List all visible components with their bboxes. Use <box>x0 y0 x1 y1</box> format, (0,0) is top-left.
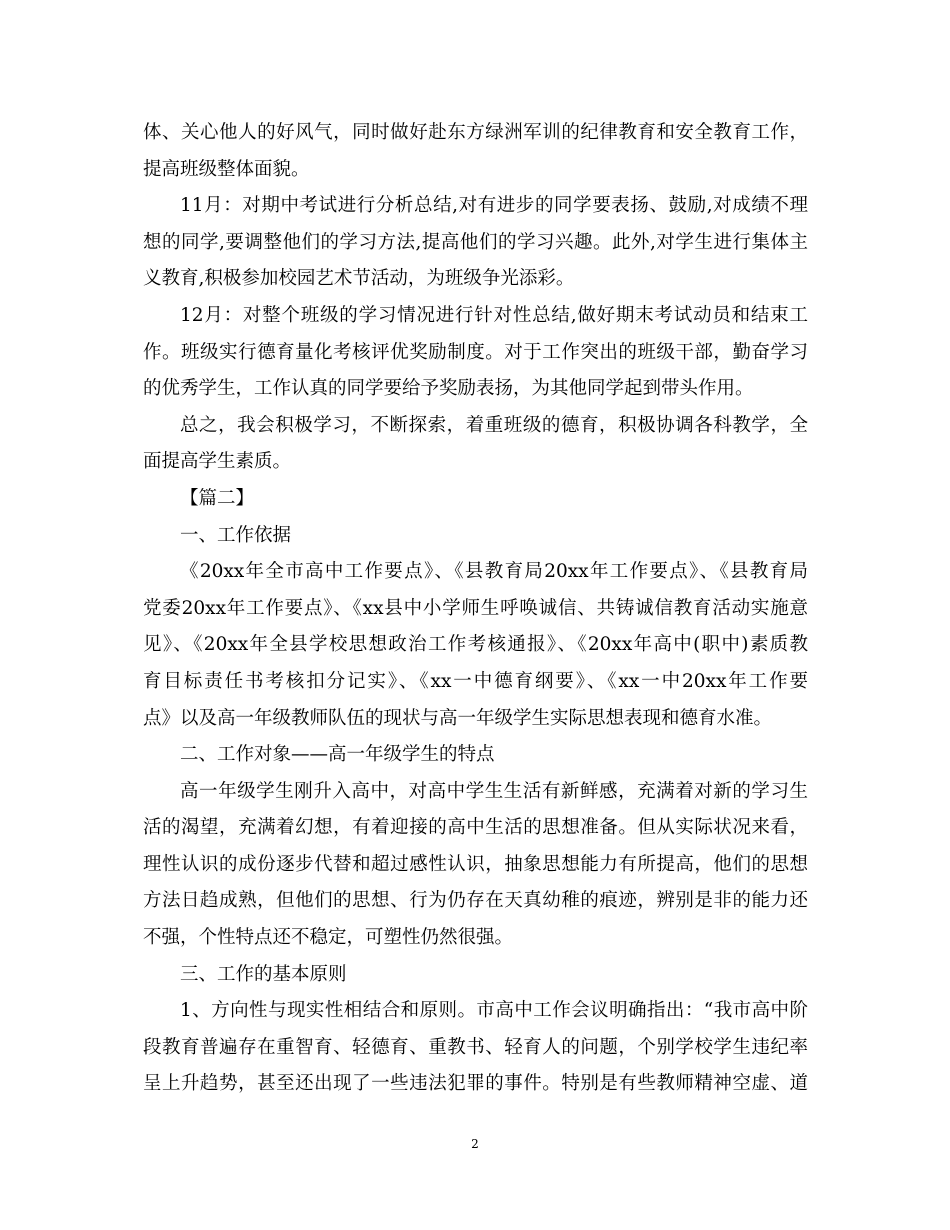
text-line-25: 1、方向性与现实性相结合和原则。市高中工作会议明确指出：“我市高中阶 <box>180 1000 808 1022</box>
text-line-9: 总之，我会积极学习，不断探索，着重班级的德育，积极协调各科教学，全 <box>180 414 808 436</box>
text-line-23: 不强，个性特点还不稳定，可塑性仍然很强。 <box>143 927 514 949</box>
text-line-8: 的优秀学生，工作认真的同学要给予奖励表扬，为其他同学起到带头作用。 <box>143 378 754 400</box>
text-line-4: 想的同学,要调整他们的学习方法,提高他们的学习兴趣。此外,对学生进行集体主 <box>143 231 808 253</box>
text-line-3: 11月：对期中考试进行分析总结,对有进步的同学要表扬、鼓励,对成绩不理 <box>180 195 808 217</box>
text-line-21: 理性认识的成份逐步代替和超过感性认识，抽象思想能力有所提高，他们的思想 <box>143 853 808 875</box>
text-line-7: 作。班级实行德育量化考核评优奖励制度。对于工作突出的班级干部，勤奋学习 <box>143 341 808 363</box>
text-line-15: 见》、《20xx年全县学校思想政治工作考核通报》、《20xx年高中(职中)素质教 <box>143 634 808 656</box>
text-line-22: 方法日趋成熟，但他们的思想、行为仍存在天真幼稚的痕迹，辨别是非的能力还 <box>143 890 808 912</box>
section-heading-work-target: 二、工作对象——高一年级学生的特点 <box>180 744 495 766</box>
text-line-16: 育目标责任书考核扣分记实》、《xx一中德育纲要》、《xx一中20xx年工作要 <box>143 670 808 692</box>
text-line-19: 高一年级学生刚升入高中，对高中学生生活有新鲜感，充满着对新的学习生 <box>180 780 808 802</box>
document-body <box>143 115 808 1103</box>
text-line-5: 义教育,积极参加校园艺术节活动，为班级争光添彩。 <box>143 268 575 290</box>
page-number: 2 <box>471 1137 479 1151</box>
text-line-2: 提高班级整体面貌。 <box>143 158 310 180</box>
text-line-13: 《20xx年全市高中工作要点》、《县教育局20xx年工作要点》、《县教育局 <box>180 561 808 583</box>
text-line-20: 活的渴望，充满着幻想，有着迎接的高中生活的思想准备。但从实际状况来看， <box>143 817 808 839</box>
section-heading-work-basis: 一、工作依据 <box>180 524 292 546</box>
text-line-14: 党委20xx年工作要点》、《xx县中小学师生呼唤诚信、共铸诚信教育活动实施意 <box>143 597 808 619</box>
text-line-26: 段教育普遍存在重智育、轻德育、重教书、轻育人的问题，个别学校学生违纪率 <box>143 1036 808 1058</box>
text-line-1: 体、关心他人的好风气，同时做好赴东方绿洲军训的纪律教育和安全教育工作， <box>143 122 808 143</box>
text-line-27: 呈上升趋势，甚至还出现了一些违法犯罪的事件。特别是有些教师精神空虚、道 <box>143 1073 808 1095</box>
section-heading-basic-principles: 三、工作的基本原则 <box>180 963 347 985</box>
text-line-17: 点》以及高一年级教师队伍的现状与高一年级学生实际思想表现和德育水准。 <box>143 707 773 729</box>
text-line-10: 面提高学生素质。 <box>143 451 292 473</box>
text-line-6: 12月：对整个班级的学习情况进行针对性总结,做好期末考试动员和结束工 <box>180 304 808 326</box>
section-heading-part-two: 【篇二】 <box>180 487 255 509</box>
